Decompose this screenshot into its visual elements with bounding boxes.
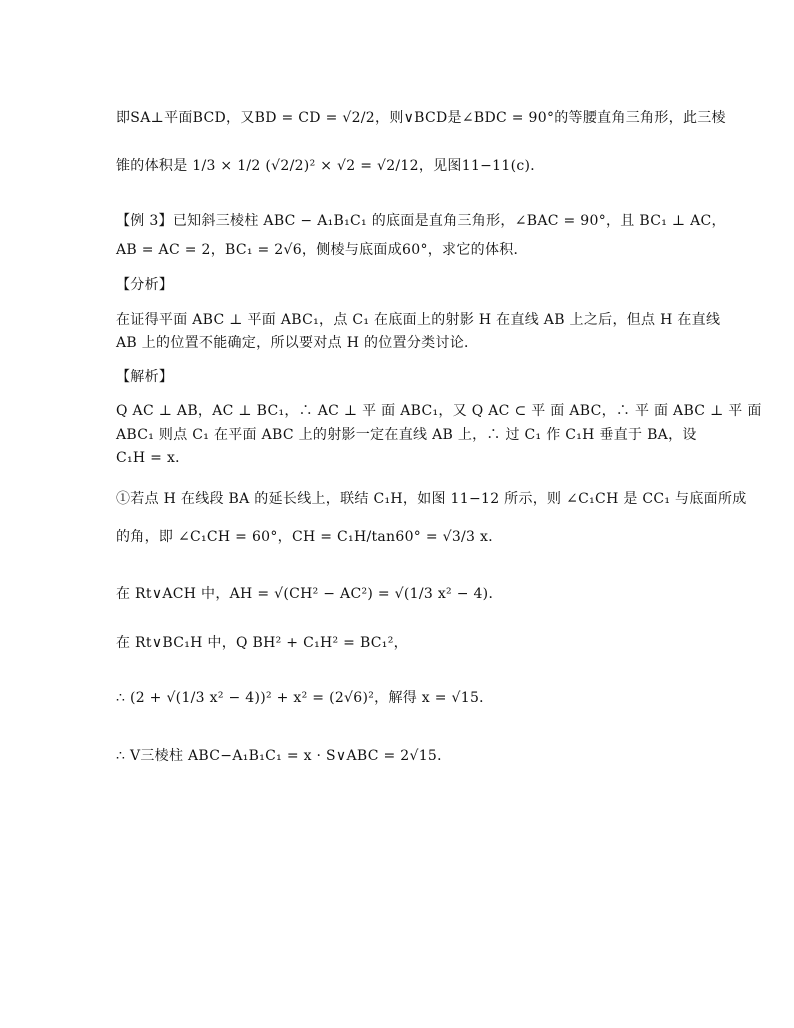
text-line-13: 的角，即 ∠C₁CH = 60°，CH = C₁H/tan60° = √3/3 x． [116, 529, 503, 545]
text-line-2: 锥的体积是 1/3 × 1/2 (√2/2)² × √2 = √2/12，见图11−11(c)． [116, 158, 545, 174]
text-line-15: 在 Rt∨BC₁H 中，Q BH² + C₁H² = BC₁²， [116, 635, 408, 651]
text-line-11: C₁H = x． [116, 450, 190, 466]
text-line-14: 在 Rt∨ACH 中，AH = √(CH² − AC²) = √(1/3 x² − 4)． [116, 586, 503, 602]
text-line-6: 在证得平面 ABC ⊥ 平面 ABC₁，点 C₁ 在底面上的射影 H 在直线 AB 上之后，但点 H 在直线 [116, 312, 721, 328]
text-line-12: ①若点 H 在线段 BA 的延长线上，联结 C₁H，如图 11−12 所示，则 ∠C₁CH 是 CC₁ 与底面所成 [116, 491, 747, 507]
text-line-10: ABC₁ 则点 C₁ 在平面 ABC 上的射影一定在直线 AB 上，∴ 过 C₁ 作 C₁H 垂直于 BA，设 [116, 427, 697, 443]
text-line-7: AB 上的位置不能确定，所以要对点 H 的位置分类讨论． [116, 335, 479, 351]
text-line-4: AB = AC = 2，BC₁ = 2√6，侧棱与底面成60°，求它的体积． [116, 242, 528, 258]
text-line-5: 【分析】 [116, 277, 174, 293]
text-line-8: 【解析】 [116, 369, 174, 385]
text-line-3: 【例 3】已知斜三棱柱 ABC − A₁B₁C₁ 的底面是直角三角形，∠BAC = 90°，且 BC₁ ⊥ AC， [116, 213, 726, 229]
text-line-1: 即SA⊥平面BCD，又BD = CD = √2/2，则∨BCD是∠BDC = 90°的等腰直角三角形，此三棱 [116, 110, 726, 126]
text-line-17: ∴ V三棱柱 ABC−A₁B₁C₁ = x · S∨ABC = 2√15． [116, 748, 452, 764]
text-line-16: ∴ (2 + √(1/3 x² − 4))² + x² = (2√6)²，解得 x = √15． [116, 690, 494, 706]
text-line-9: Q AC ⊥ AB，AC ⊥ BC₁，∴ AC ⊥ 平 面 ABC₁，又 Q AC ⊂ 平 面 ABC，∴ 平 面 ABC ⊥ 平 面 [116, 403, 762, 419]
